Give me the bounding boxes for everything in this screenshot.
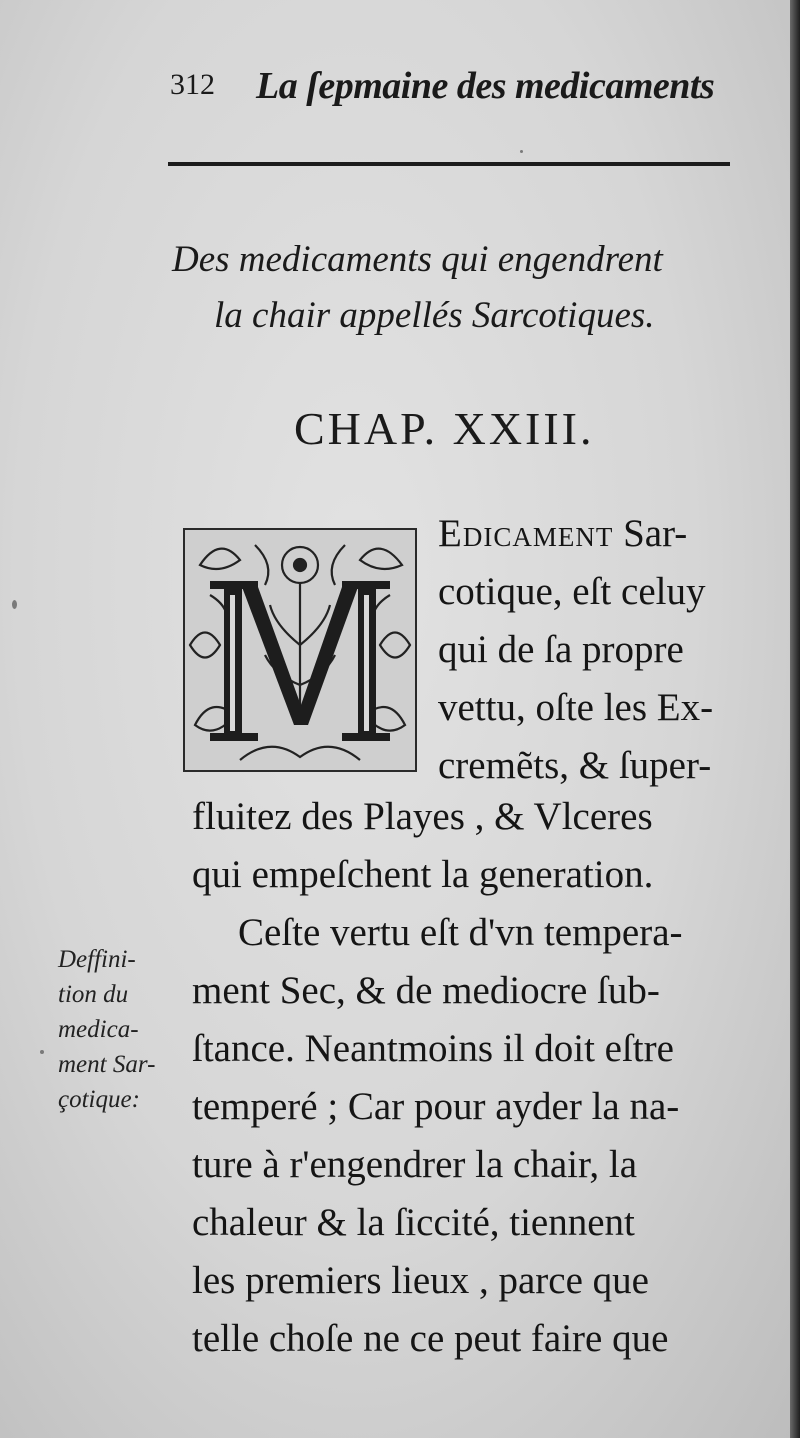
paper-speck bbox=[40, 1050, 44, 1054]
text-line: qui de ſa propre bbox=[438, 628, 684, 671]
margin-note bbox=[58, 942, 178, 1117]
chapter-number: CHAP. XXIII. bbox=[294, 403, 595, 454]
paragraph-start: Ceſte vertu eſt d'vn tempera- bbox=[238, 911, 683, 954]
body-text bbox=[192, 788, 762, 1368]
margin-note-line: çotique: bbox=[58, 1086, 140, 1113]
text-line: telle choſe ne ce peut faire que bbox=[192, 1317, 669, 1360]
text-line: ture à r'engendrer la chair, la bbox=[192, 1143, 638, 1186]
margin-note-line: ment Sar- bbox=[58, 1051, 156, 1078]
text-line: ment Sec, & de mediocre ſub- bbox=[192, 969, 660, 1012]
text-line: fluitez des Playes , & Vlceres bbox=[192, 795, 653, 838]
text-line: les premiers lieux , parce que bbox=[192, 1259, 649, 1302]
book-spine-shadow bbox=[790, 0, 800, 1438]
text-line: vettu, oſte les Ex- bbox=[438, 686, 714, 729]
paper-speck bbox=[12, 600, 17, 609]
text-line: temperé ; Car pour ayder la na- bbox=[192, 1085, 680, 1128]
first-line bbox=[438, 505, 758, 563]
text-line: ſtance. Neantmoins il doit eſtre bbox=[192, 1027, 674, 1070]
paper-speck bbox=[520, 150, 523, 153]
margin-note-line: medica- bbox=[58, 1016, 139, 1043]
margin-note-line: tion du bbox=[58, 981, 129, 1008]
page-header bbox=[168, 60, 728, 110]
floral-initial-icon bbox=[180, 525, 420, 775]
margin-note-line: Deffini- bbox=[58, 946, 136, 973]
text-line: cremẽts, & ſuper- bbox=[438, 744, 712, 787]
header-rule bbox=[168, 162, 730, 166]
text-line: chaleur & la ſiccité, tiennent bbox=[192, 1201, 635, 1244]
text-beside-initial bbox=[438, 505, 758, 795]
text-line: qui empeſchent la generation. bbox=[192, 853, 654, 896]
first-word-smallcaps: Edicament bbox=[438, 512, 614, 555]
chapter-title bbox=[172, 232, 752, 344]
text-line: cotique, eſt celuy bbox=[438, 570, 706, 613]
page-number: 312 bbox=[170, 68, 215, 101]
chapter-title-line-1: Des medicaments qui engendrent bbox=[172, 239, 663, 280]
drop-cap-ornament bbox=[180, 525, 420, 775]
chapter-title-line-2: la chair appellés Sarcotiques. bbox=[214, 295, 655, 336]
running-title: La ſepmaine des medicaments bbox=[256, 65, 715, 107]
first-line-rest: Sar- bbox=[613, 512, 688, 555]
